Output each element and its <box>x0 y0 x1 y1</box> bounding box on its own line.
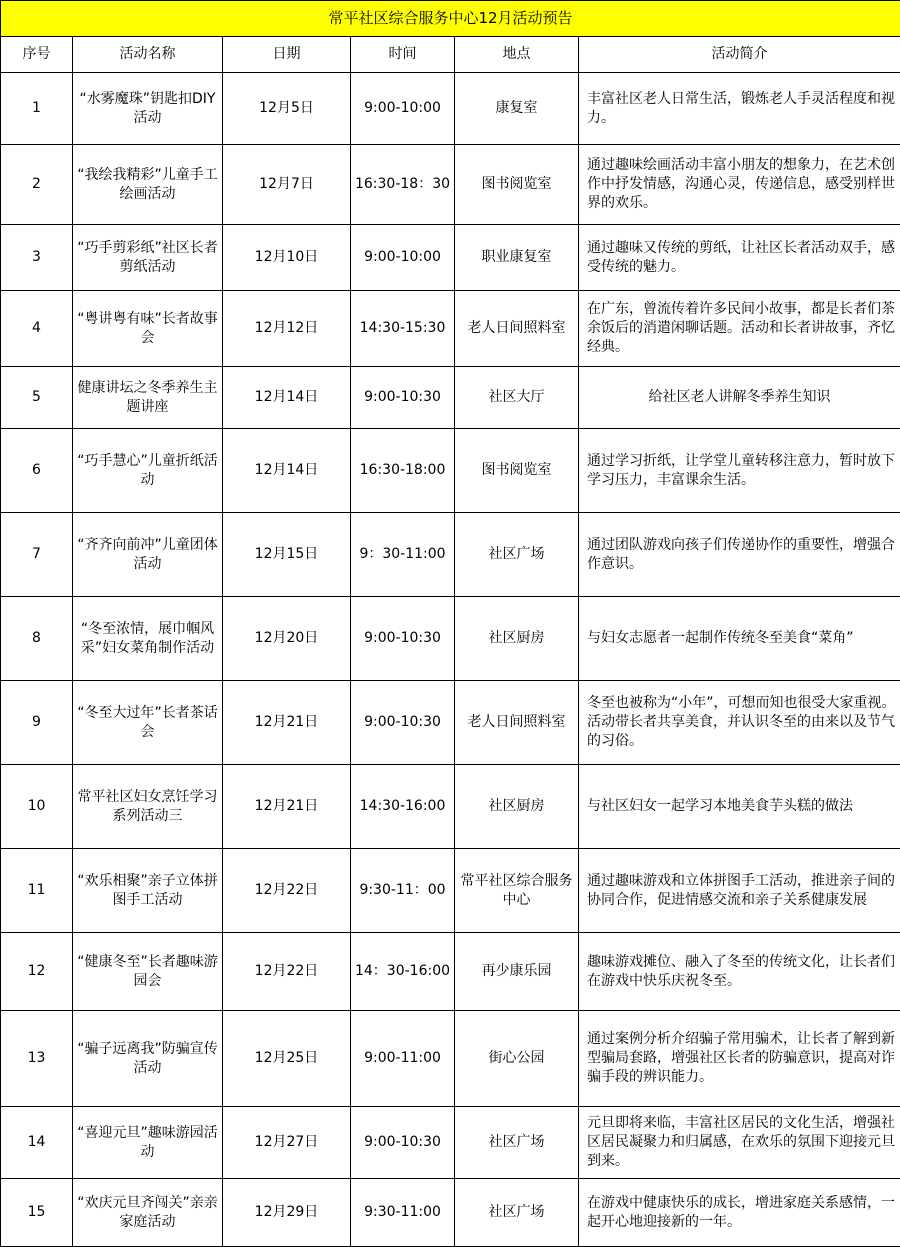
cell-time: 14:30-15:30 <box>351 291 455 367</box>
cell-no: 12 <box>1 933 73 1011</box>
table-row <box>1 73 900 145</box>
cell-name: 健康讲坛之冬季养生主题讲座 <box>73 367 223 429</box>
cell-place: 社区厨房 <box>455 765 579 849</box>
table-row <box>1 429 900 513</box>
cell-name: “我绘我精彩”儿童手工绘画活动 <box>73 145 223 225</box>
cell-name: “喜迎元旦”趣味游园活动 <box>73 1107 223 1179</box>
cell-desc: 元旦即将来临，丰富社区居民的文化生活，增强社区居民凝聚力和归属感，在欢乐的氛围下迎接元旦到来。 <box>579 1107 900 1179</box>
cell-name: “欢乐相聚”亲子立体拼图手工活动 <box>73 849 223 933</box>
header-time: 时间 <box>351 37 455 73</box>
cell-name: “粤讲粤有味”长者故事会 <box>73 291 223 367</box>
table-row <box>1 597 900 681</box>
cell-time: 9：30-11:00 <box>351 513 455 597</box>
cell-no: 6 <box>1 429 73 513</box>
cell-no: 13 <box>1 1011 73 1107</box>
cell-place: 再少康乐园 <box>455 933 579 1011</box>
cell-date: 12月14日 <box>223 367 351 429</box>
header-name: 活动名称 <box>73 37 223 73</box>
title-row <box>1 1 900 37</box>
table-row <box>1 367 900 429</box>
cell-date: 12月29日 <box>223 1179 351 1247</box>
cell-desc: 在游戏中健康快乐的成长，增进家庭关系感情，一起开心地迎接新的一年。 <box>579 1179 900 1247</box>
cell-place: 老人日间照料室 <box>455 681 579 765</box>
cell-place: 社区广场 <box>455 1107 579 1179</box>
cell-time: 9:00-10:30 <box>351 1107 455 1179</box>
table-row <box>1 1107 900 1179</box>
table-row <box>1 513 900 597</box>
cell-date: 12月12日 <box>223 291 351 367</box>
cell-name: “冬至大过年”长者茶话会 <box>73 681 223 765</box>
cell-desc: 通过趣味又传统的剪纸，让社区长者活动双手，感受传统的魅力。 <box>579 225 900 291</box>
cell-place: 图书阅览室 <box>455 429 579 513</box>
cell-place: 街心公园 <box>455 1011 579 1107</box>
header-row <box>1 37 900 73</box>
cell-time: 9:00-10:30 <box>351 367 455 429</box>
cell-place: 老人日间照料室 <box>455 291 579 367</box>
header-date: 日期 <box>223 37 351 73</box>
cell-desc: 冬至也被称为“小年”，可想而知也很受大家重视。活动带长者共享美食，并认识冬至的由来以及节气的习俗。 <box>579 681 900 765</box>
cell-desc: 在广东，曾流传着许多民间小故事，都是长者们茶余饭后的消遣闲聊话题。活动和长者讲故事，齐忆经典。 <box>579 291 900 367</box>
table-row <box>1 145 900 225</box>
cell-date: 12月21日 <box>223 681 351 765</box>
cell-no: 11 <box>1 849 73 933</box>
cell-date: 12月25日 <box>223 1011 351 1107</box>
cell-place: 社区广场 <box>455 513 579 597</box>
cell-place: 社区厨房 <box>455 597 579 681</box>
cell-desc: 与妇女志愿者一起制作传统冬至美食“菜角” <box>579 597 900 681</box>
cell-place: 社区大厅 <box>455 367 579 429</box>
cell-desc: 趣味游戏摊位、融入了冬至的传统文化，让长者们在游戏中快乐庆祝冬至。 <box>579 933 900 1011</box>
cell-date: 12月22日 <box>223 933 351 1011</box>
cell-place: 常平社区综合服务中心 <box>455 849 579 933</box>
header-desc: 活动简介 <box>579 37 900 73</box>
cell-no: 5 <box>1 367 73 429</box>
cell-no: 15 <box>1 1179 73 1247</box>
table-row <box>1 1011 900 1107</box>
cell-name: “巧手剪彩纸”社区长者剪纸活动 <box>73 225 223 291</box>
cell-place: 社区广场 <box>455 1179 579 1247</box>
cell-time: 9:00-10:30 <box>351 681 455 765</box>
cell-time: 14:30-16:00 <box>351 765 455 849</box>
cell-place: 职业康复室 <box>455 225 579 291</box>
cell-time: 9:30-11：00 <box>351 849 455 933</box>
cell-name: 常平社区妇女烹饪学习系列活动三 <box>73 765 223 849</box>
cell-date: 12月22日 <box>223 849 351 933</box>
table-title: 常平社区综合服务中心12月活动预告 <box>1 1 900 37</box>
cell-no: 7 <box>1 513 73 597</box>
cell-desc: 通过团队游戏向孩子们传递协作的重要性，增强合作意识。 <box>579 513 900 597</box>
cell-desc: 给社区老人讲解冬季养生知识 <box>579 367 900 429</box>
cell-date: 12月20日 <box>223 597 351 681</box>
table-row <box>1 849 900 933</box>
cell-place: 康复室 <box>455 73 579 145</box>
cell-date: 12月21日 <box>223 765 351 849</box>
cell-place: 图书阅览室 <box>455 145 579 225</box>
header-no: 序号 <box>1 37 73 73</box>
cell-desc: 与社区妇女一起学习本地美食芋头糕的做法 <box>579 765 900 849</box>
table-row <box>1 681 900 765</box>
header-place: 地点 <box>455 37 579 73</box>
cell-name: “水雾魔珠”钥匙扣DIY活动 <box>73 73 223 145</box>
cell-time: 9:00-11:00 <box>351 1011 455 1107</box>
cell-time: 9:30-11:00 <box>351 1179 455 1247</box>
cell-no: 9 <box>1 681 73 765</box>
cell-time: 9:00-10:00 <box>351 73 455 145</box>
cell-time: 9:00-10:30 <box>351 597 455 681</box>
cell-desc: 通过趣味游戏和立体拼图手工活动，推进亲子间的协同合作，促进情感交流和亲子关系健康发展 <box>579 849 900 933</box>
cell-date: 12月15日 <box>223 513 351 597</box>
cell-no: 4 <box>1 291 73 367</box>
cell-desc: 丰富社区老人日常生活，锻炼老人手灵活程度和视力。 <box>579 73 900 145</box>
cell-name: “欢庆元旦齐闯关”亲亲家庭活动 <box>73 1179 223 1247</box>
table-row <box>1 933 900 1011</box>
cell-no: 8 <box>1 597 73 681</box>
cell-no: 3 <box>1 225 73 291</box>
table-row <box>1 225 900 291</box>
cell-no: 1 <box>1 73 73 145</box>
table-row <box>1 291 900 367</box>
cell-time: 16:30-18:00 <box>351 429 455 513</box>
cell-time: 14：30-16:00 <box>351 933 455 1011</box>
cell-name: “齐齐向前冲”儿童团体活动 <box>73 513 223 597</box>
cell-desc: 通过趣味绘画活动丰富小朋友的想象力，在艺术创作中抒发情感，沟通心灵，传递信息，感受别样世界的欢乐。 <box>579 145 900 225</box>
cell-desc: 通过案例分析介绍骗子常用骗术，让长者了解到新型骗局套路，增强社区长者的防骗意识，提高对诈骗手段的辨识能力。 <box>579 1011 900 1107</box>
cell-time: 16:30-18：30 <box>351 145 455 225</box>
cell-name: “健康冬至”长者趣味游园会 <box>73 933 223 1011</box>
cell-time: 9:00-10:00 <box>351 225 455 291</box>
cell-name: “冬至浓情，展巾帼风采”妇女菜角制作活动 <box>73 597 223 681</box>
cell-date: 12月10日 <box>223 225 351 291</box>
table-row <box>1 1179 900 1247</box>
cell-name: “骗子远离我”防骗宣传活动 <box>73 1011 223 1107</box>
cell-no: 14 <box>1 1107 73 1179</box>
cell-no: 10 <box>1 765 73 849</box>
cell-date: 12月5日 <box>223 73 351 145</box>
cell-no: 2 <box>1 145 73 225</box>
cell-date: 12月27日 <box>223 1107 351 1179</box>
table-row <box>1 765 900 849</box>
cell-date: 12月7日 <box>223 145 351 225</box>
cell-date: 12月14日 <box>223 429 351 513</box>
cell-desc: 通过学习折纸，让学堂儿童转移注意力，暂时放下学习压力，丰富课余生活。 <box>579 429 900 513</box>
cell-name: “巧手慧心”儿童折纸活动 <box>73 429 223 513</box>
